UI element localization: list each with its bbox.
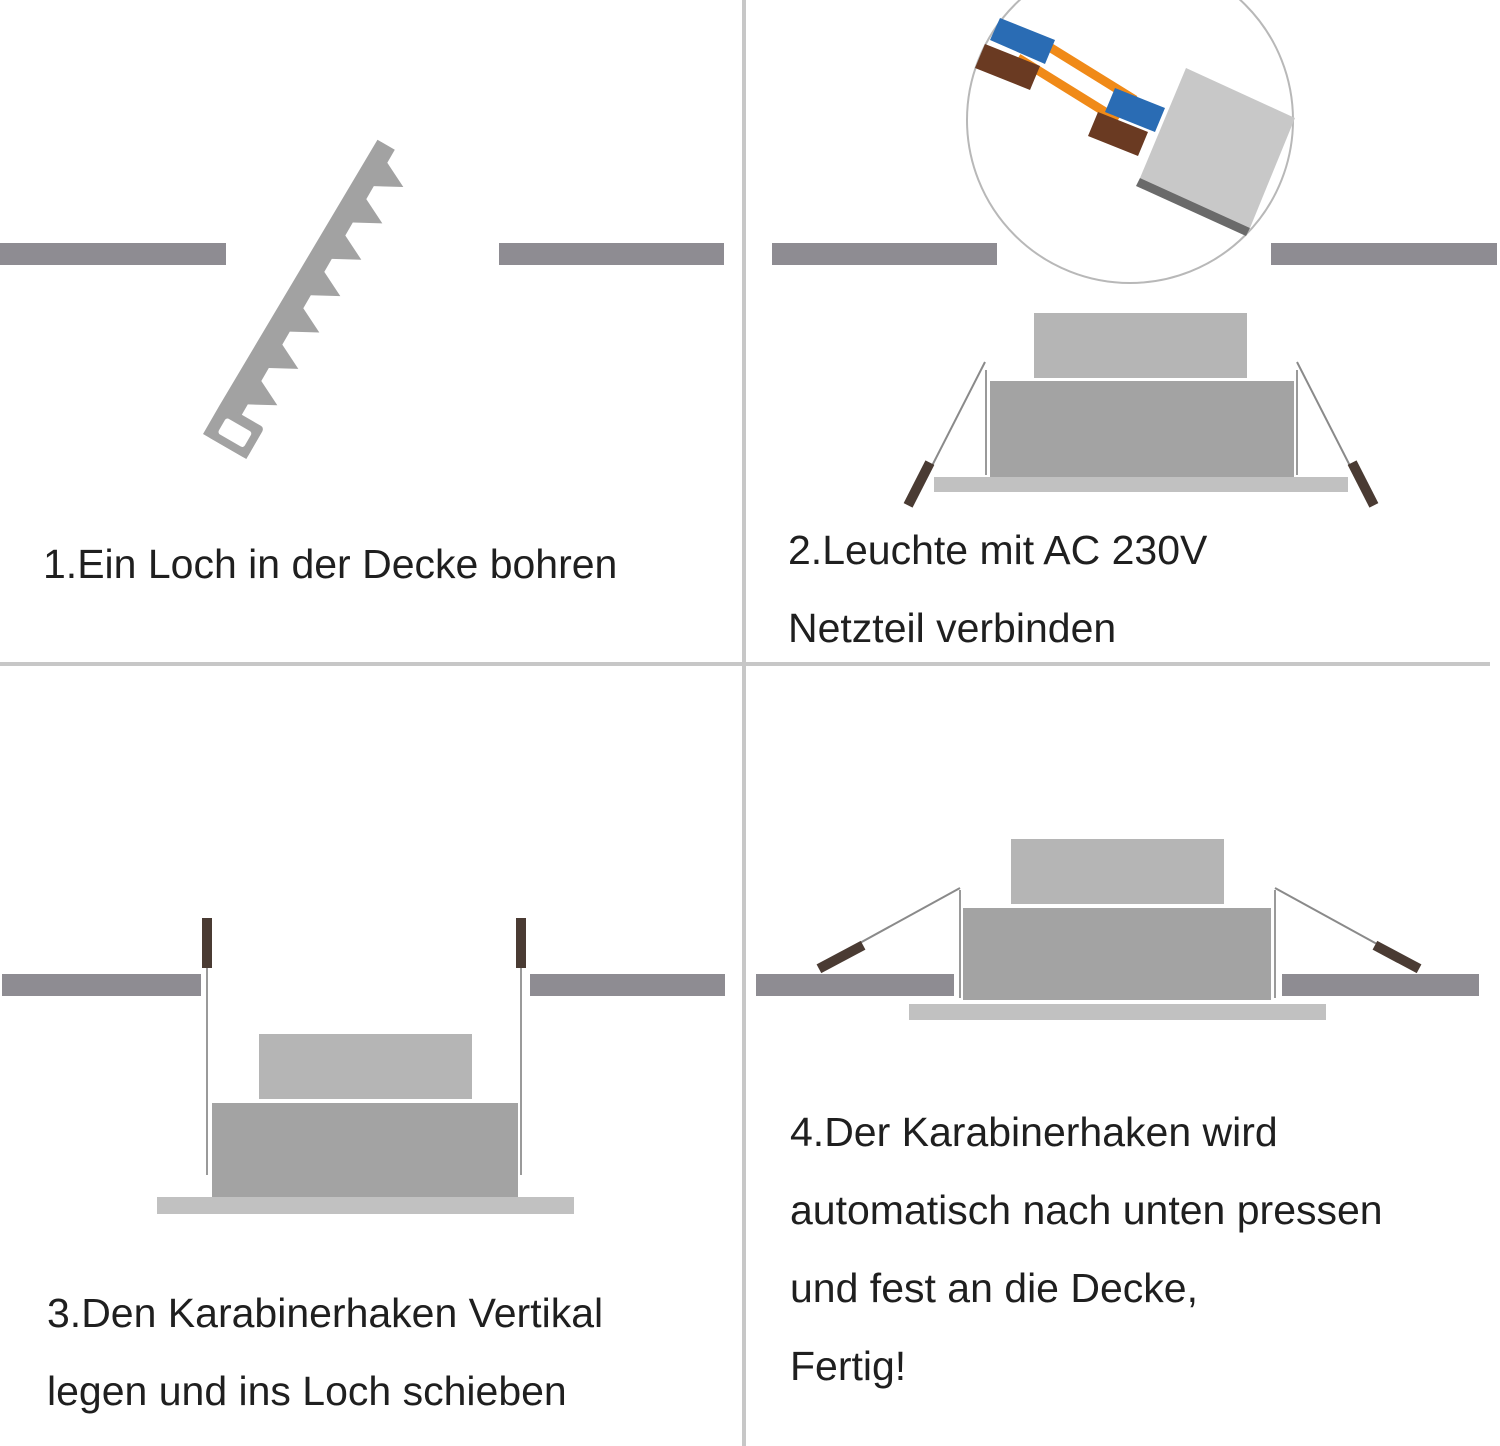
fixture-housing	[963, 908, 1271, 1000]
clip-handle-left	[202, 918, 212, 968]
horizontal-divider	[0, 662, 1490, 666]
panel-4-fixed-to-ceiling	[756, 839, 1479, 1020]
fixture-flange	[934, 477, 1348, 492]
fixture-flange	[157, 1197, 574, 1214]
panel-3-insert-fixture	[2, 918, 725, 1214]
panel-2-connect-driver	[772, 0, 1497, 508]
step-4-line-1: 4.Der Karabinerhaken wird	[790, 1109, 1278, 1155]
ceiling-left	[772, 243, 997, 265]
clip-handle-right	[516, 918, 526, 968]
fixture-flange	[909, 1004, 1326, 1020]
driver-box	[259, 1034, 472, 1099]
step-1-line-1: 1.Ein Loch in der Decke bohren	[43, 541, 618, 587]
ceiling-right	[499, 243, 724, 265]
ceiling-left	[2, 974, 201, 996]
vertical-divider	[742, 0, 746, 1446]
clip-handle-right	[1348, 460, 1379, 507]
ceiling-right	[530, 974, 725, 996]
step-4-caption	[790, 1093, 1383, 1405]
step-4-line-4: Fertig!	[790, 1343, 907, 1389]
clip-handle-left	[817, 941, 866, 973]
step-3-line-1: 3.Den Karabinerhaken Vertikal	[47, 1290, 604, 1336]
ceiling-right	[1282, 974, 1479, 996]
step-1-caption	[43, 525, 617, 603]
step-3-caption	[47, 1274, 603, 1430]
ceiling-left	[0, 243, 226, 265]
step-2-line-1: 2.Leuchte mit AC 230V	[788, 527, 1208, 573]
step-2-caption	[788, 511, 1207, 667]
downlight-fixture	[904, 313, 1379, 508]
fixture-housing	[990, 381, 1294, 477]
driver-box	[1034, 313, 1247, 378]
step-3-line-2: legen und ins Loch schieben	[47, 1368, 567, 1414]
downlight-fixture	[157, 918, 574, 1214]
step-4-line-2: automatisch nach unten pressen	[790, 1187, 1383, 1233]
ceiling-right	[1271, 243, 1497, 265]
panel-1-drill-hole	[0, 138, 724, 459]
clip-handle-right	[1373, 941, 1422, 973]
driver-box	[1011, 839, 1224, 904]
ceiling-left	[756, 974, 954, 996]
saw-icon	[203, 138, 417, 459]
step-2-line-2: Netzteil verbinden	[788, 605, 1117, 651]
clip-handle-left	[904, 460, 935, 507]
fixture-housing	[212, 1103, 518, 1198]
step-4-line-3: und fest an die Decke,	[790, 1265, 1198, 1311]
